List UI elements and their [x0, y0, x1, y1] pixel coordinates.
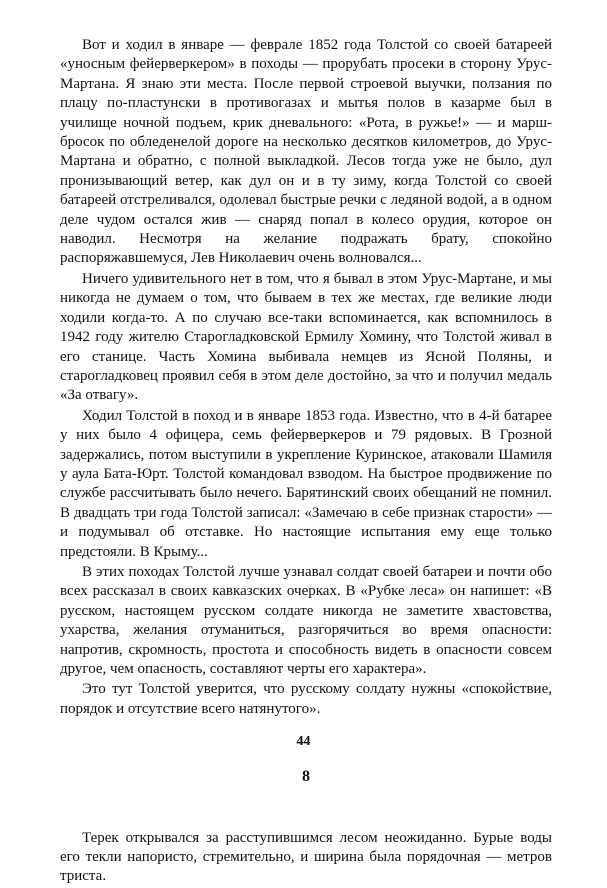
paragraph-4: В этих походах Толстой лучше узнавал солдат своей батареи и почти обо всех рассказал в своих кавказских очерках. В «Рубке леса» он напишет: «В русском, настоящем русском солдате никогда не заметите хвастовства, ухарства, желания отуманиться, разгорячиться во время опасности: напротив, скромность, простота и способность видеть в опасности совсем другое, чем опасность, составляют черты его характера».	[60, 563, 552, 677]
paragraph-3: Ходил Толстой в поход и в январе 1853 года. Известно, что в 4-й батарее у них было 4 офицера, семь фейерверкеров и 79 рядовых. В Грозной задержались, потом выступили в укрепление Куринское, атаковали Шамиля у аула Бата-Юрт. Толстой командовал взводом. На быстрое продвижение по службе рассчитывать было нечего. Барятинский своих обещаний не помнил. В двадцать три года Толстой записал: «Замечаю в себе признак старости» — и подумывал об отставке. Но настоящие испытания ему еще только предстояли. В Крыму...	[60, 407, 552, 560]
paragraph-6: Терек открывался за расступившимся лесом неожиданно. Бурые воды его текли напористо, стремительно, и ширина была порядочная — метров триста.	[60, 829, 552, 885]
paragraph-1: Вот и ходил в январе — феврале 1852 года Толстой со своей батареей «уносным фейерверкером» в походы — прорубать просеки в сторону Урус-Мартана. Я знаю эти места. После первой строевой выучки, ползания по плацу по-пластунски в противогазах и мытья полов в казарме был в училище ночной подъем, крик дневального: «Рота, в ружье!» — и марш-бросок по обледенелой дороге на несколько десятков километров, до Урус-Мартана и обратно, с полной выкладкой. Лесов тогда уже не было, дул пронизывающий ветер, как дул он и в ту зиму, когда Толстой со своей батареей отстреливался, одолевал быстрые речки с ледяной водой, а в одном деле чудом остался жив — снаряд попал в колесо орудия, которое он наводил. Несмотря на желание подражать брату, спокойно распоряжавшемуся, Лев Николаевич очень волновался...	[60, 37, 552, 267]
book-page	[60, 36, 552, 888]
section-number: 8	[302, 768, 310, 786]
page-number: 44	[296, 734, 311, 749]
paragraph-5: Это тут Толстой уверится, что русскому солдату нужны «спокойствие, порядок и отсутствие всего натянутого».	[60, 681, 552, 717]
paragraph-2: Ничего удивительного нет в том, что я бывал в этом Урус-Мартане, и мы никогда не думаем о том, что бываем в тех же местах, где великие люди ходили когда-то. А по случаю все-таки вспоминается, как вспомнилось в 1942 году жителю Старогладковской Ермилу Хомину, что Толстой живал в его станице. Часть Хомина выбивала немцев из Ясной Поляны, и старогладковец проявил себя в этом деле достойно, за что и получил медаль «За отвагу».	[60, 270, 552, 404]
